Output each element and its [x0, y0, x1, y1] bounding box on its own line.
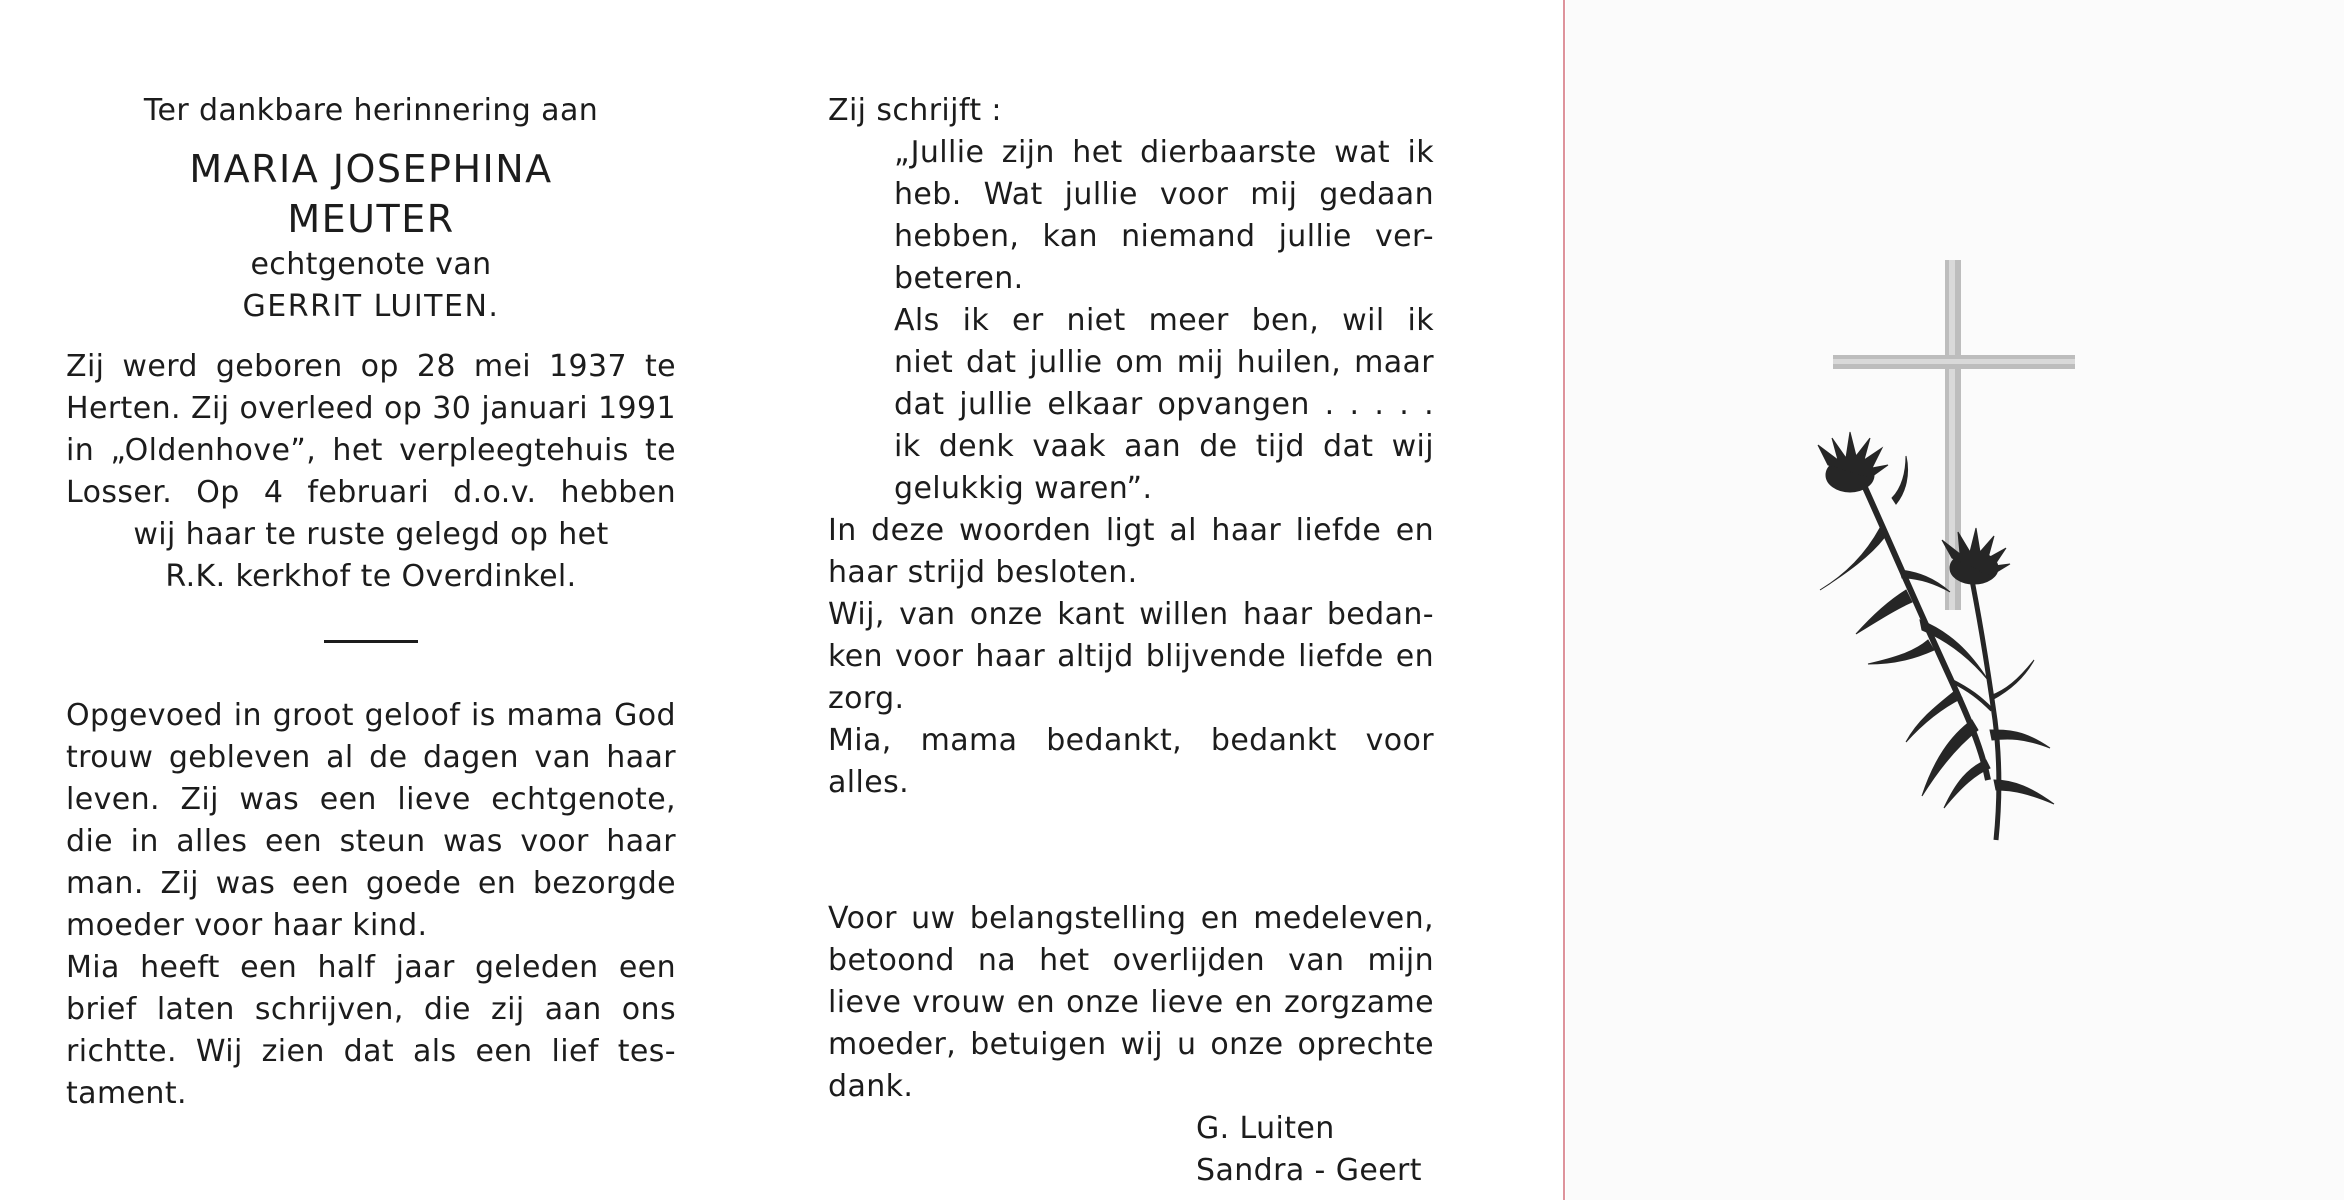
reflection-line: In deze woorden ligt al haar liefde en	[828, 513, 1434, 548]
fold-line	[1563, 0, 1565, 1200]
letter-paragraph	[66, 947, 676, 1115]
deceased-name-line1: MARIA JOSEPHINA	[189, 147, 553, 191]
quote-line: gelukkig waren”.	[894, 471, 1153, 506]
quote-intro: Zij schrijft :	[828, 93, 1002, 128]
quote-line: niet dat jullie om mij huilen, maar	[894, 345, 1434, 380]
thanks-line: dank.	[828, 1069, 914, 1104]
quote-line: „Jullie zijn het dierbaarste wat ik	[894, 135, 1434, 170]
reflection-line: ken voor haar altijd blijvende liefde en	[828, 639, 1434, 674]
deceased-name-line2: MEUTER	[287, 197, 455, 241]
quote-block	[828, 132, 1434, 510]
left-column	[66, 90, 676, 1115]
signature-line: Sandra - Geert	[1196, 1153, 1422, 1188]
letter-line: richtte. Wij zien dat als een lief tes-	[66, 1034, 676, 1069]
quote-line: Als ik er niet meer ben, wil ik	[894, 303, 1434, 338]
faith-line: man. Zij was een goede en bezorgde	[66, 866, 676, 901]
thanks-line: moeder, betuigen wij u onze oprechte	[828, 1027, 1434, 1062]
quote-line: ik denk vaak aan de tijd dat wij	[894, 429, 1434, 464]
faith-line: leven. Zij was een lieve echtgenote,	[66, 782, 676, 817]
reflection-line: Wij, van onze kant willen haar bedan-	[828, 597, 1434, 632]
bio-line: R.K. kerkhof te Overdinkel.	[165, 559, 577, 594]
quote-line: heb. Wat jullie voor mij gedaan	[894, 177, 1434, 212]
divider	[324, 640, 418, 643]
bio-line: Herten. Zij overleed op 30 januari 1991	[66, 391, 676, 426]
middle-column	[828, 90, 1434, 1192]
spacer	[828, 804, 1434, 898]
reflection-paragraph	[828, 510, 1434, 804]
thistle-flower-icon	[1818, 432, 2054, 840]
faith-line: trouw gebleven al de dagen van haar	[66, 740, 676, 775]
signature-block	[828, 1108, 1434, 1192]
faith-line: die in alles een steun was voor haar	[66, 824, 676, 859]
letter-line: Mia heeft een half jaar geleden een	[66, 950, 676, 985]
bio-line: wij haar te ruste gelegd op het	[133, 517, 609, 552]
spouse-name: GERRIT LUITEN.	[242, 289, 500, 324]
reflection-line: haar strijd besloten.	[828, 555, 1138, 590]
letter-line: tament.	[66, 1076, 187, 1111]
spouse-intro: echtgenote van	[250, 247, 492, 282]
faith-line: moeder voor haar kind.	[66, 908, 428, 943]
thanks-paragraph	[828, 898, 1434, 1108]
reflection-line: Mia, mama bedankt, bedankt voor alles.	[828, 723, 1434, 800]
bio-line: Zij werd geboren op 28 mei 1937 te	[66, 349, 676, 384]
decoration	[1810, 260, 2130, 860]
intro-text: Ter dankbare herinnering aan	[143, 93, 599, 128]
quote-line: hebben, kan niemand jullie ver-	[894, 219, 1434, 254]
signature-line: G. Luiten	[1196, 1111, 1335, 1146]
thanks-line: lieve vrouw en onze lieve en zorgzame	[828, 985, 1434, 1020]
thanks-line: Voor uw belangstelling en medeleven,	[828, 901, 1434, 936]
reflection-line: zorg.	[828, 681, 905, 716]
quote-line: beteren.	[894, 261, 1024, 296]
quote-line: dat jullie elkaar opvangen . . . . .	[894, 387, 1434, 422]
bio-line: Losser. Op 4 februari d.o.v. hebben	[66, 475, 676, 510]
faith-paragraph	[66, 695, 676, 947]
faith-line: Opgevoed in groot geloof is mama God	[66, 698, 676, 733]
bio-line: in „Oldenhove”, het verpleegtehuis te	[66, 433, 676, 468]
thanks-line: betoond na het overlijden van mijn	[828, 943, 1434, 978]
bio-paragraph	[66, 346, 676, 598]
letter-line: brief laten schrijven, die zij aan ons	[66, 992, 676, 1027]
